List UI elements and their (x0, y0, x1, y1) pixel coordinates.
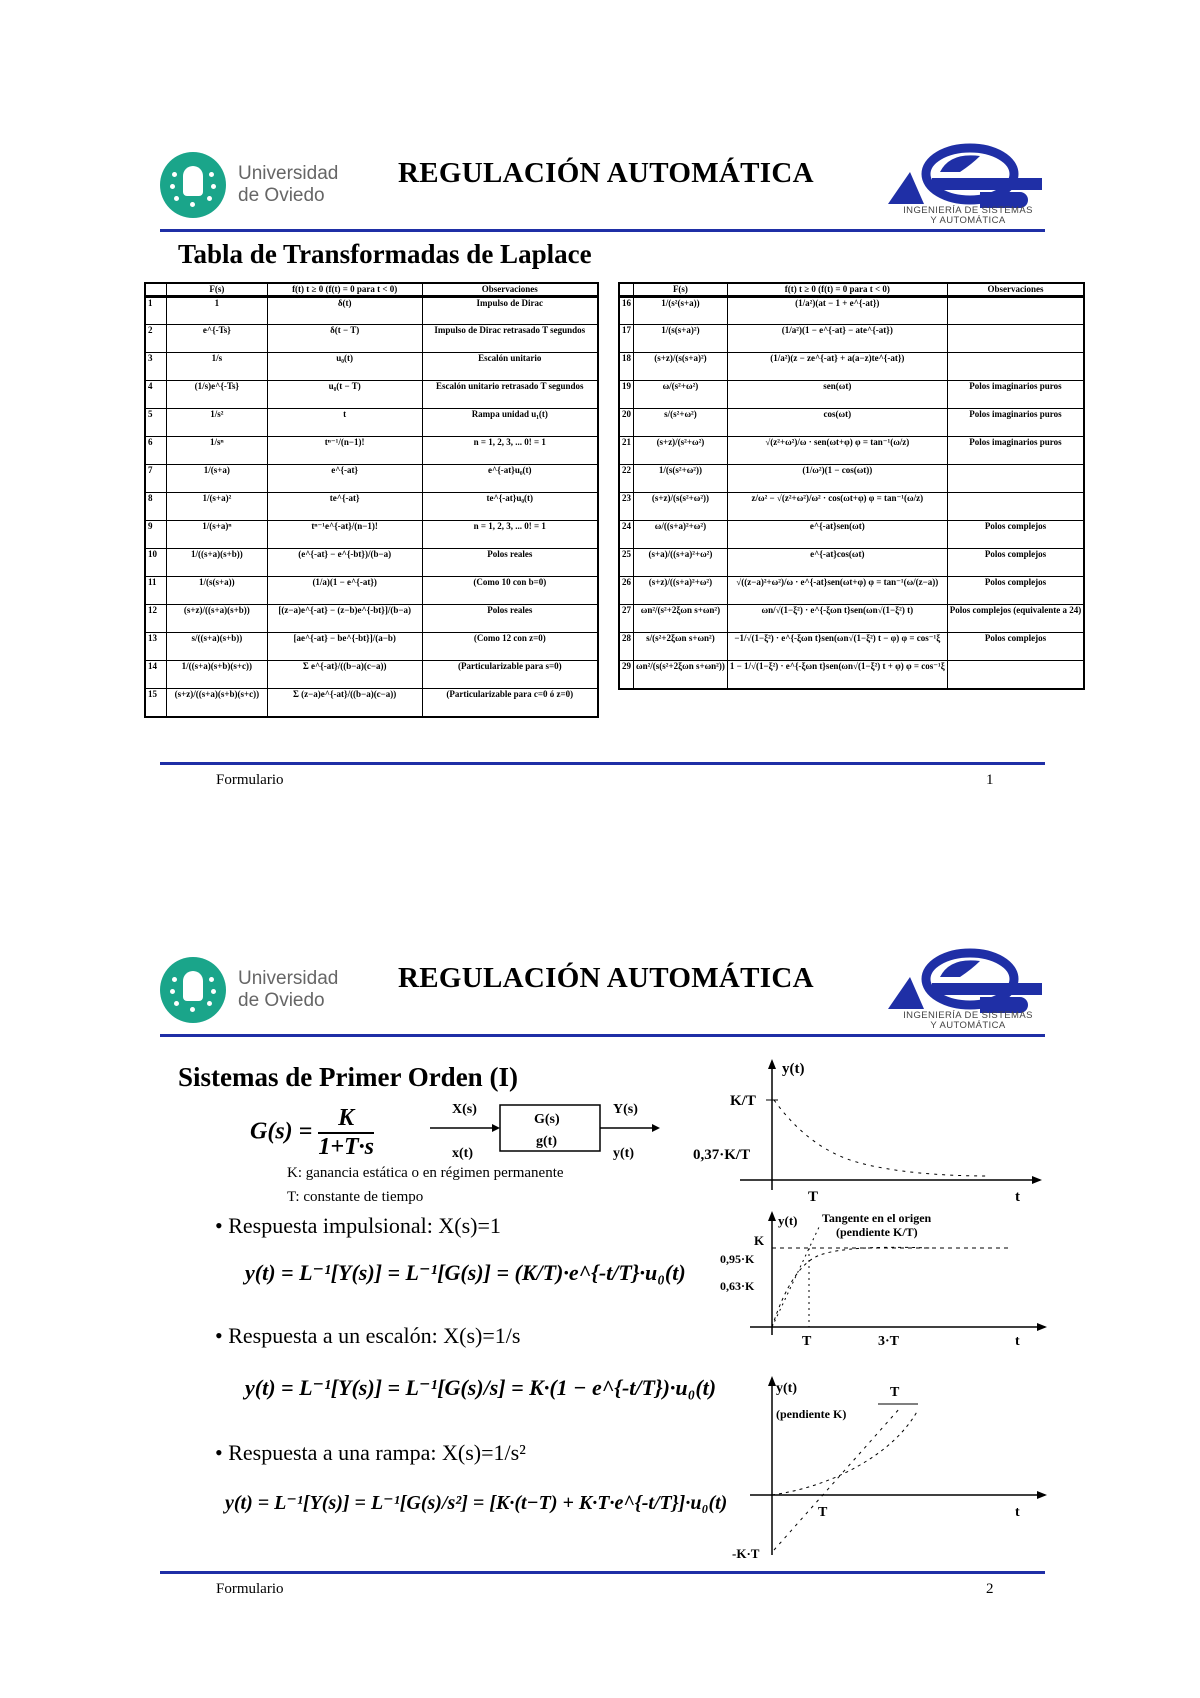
table-row (619, 521, 1084, 549)
row-number: 5 (145, 409, 167, 437)
time-function-cell: t (267, 409, 422, 437)
graph3-neg-kt: -K·T (732, 1546, 760, 1560)
row-number: 10 (145, 549, 167, 577)
time-function-cell: Σ e^{-at}/((b−a)(c−a)) (267, 661, 422, 689)
time-function-cell: te^{-at} (267, 493, 422, 521)
table-row (619, 465, 1084, 493)
transform-cell: ωn²/(s(s²+2ξωn s+ωn²)) (634, 661, 728, 689)
impulse-response-formula: y(t) = L⁻¹[Y(s)] = L⁻¹[G(s)] = (K/T)·e^{-t/T}·u₀(t) (245, 1260, 686, 1285)
table-row (145, 437, 598, 465)
row-number: 27 (619, 605, 634, 633)
row-number: 16 (619, 297, 634, 325)
graph3-t-axis: t (1015, 1505, 1020, 1520)
time-function-cell: (e^{-at} − e^{-bt})/(b−a) (267, 549, 422, 577)
observation-cell: Polos imaginarios puros (947, 409, 1084, 437)
table-header-cell: Observaciones (422, 283, 598, 297)
graph2-tangent-1: Tangente en el origen (822, 1211, 932, 1225)
transform-cell: 1/sⁿ (167, 437, 268, 465)
transform-cell: ω/((s+a)²+ω²) (634, 521, 728, 549)
transform-cell: 1/(s(s+a)²) (634, 325, 728, 353)
transform-cell: (s+z)/((s+a)²+ω²) (634, 577, 728, 605)
isa-subtitle-line1: INGENIERÍA DE SISTEMAS (903, 205, 1033, 216)
transform-cell: (s+a)/((s+a)²+ω²) (634, 549, 728, 577)
row-number: 21 (619, 437, 634, 465)
row-number: 18 (619, 353, 634, 381)
table-row (145, 521, 598, 549)
transform-cell: ω/(s²+ω²) (634, 381, 728, 409)
footer-label: Formulario (216, 772, 284, 788)
observation-cell (947, 297, 1084, 325)
transform-cell: s/((s+a)(s+b)) (167, 633, 268, 661)
transform-cell: (s+z)/((s+a)(s+b)(s+c)) (167, 689, 268, 717)
table-row (145, 661, 598, 689)
university-name-line2: de Oviedo (238, 185, 325, 206)
observation-cell: (Como 12 con z=0) (422, 633, 598, 661)
observation-cell: Polos complejos (947, 521, 1084, 549)
time-function-cell: cos(ωt) (727, 409, 947, 437)
gain-note: K: ganancia estática o en régimen permanente (287, 1165, 564, 1181)
table-header-cell (145, 283, 167, 297)
transform-cell: s/(s²+2ξωn s+ωn²) (634, 633, 728, 661)
footer-label: Formulario (216, 1581, 284, 1597)
time-function-cell: e^{-at} (267, 465, 422, 493)
table-header-cell (619, 283, 634, 297)
university-seal-icon (160, 957, 226, 1023)
table-row (619, 661, 1084, 689)
table-header-cell: F(s) (167, 283, 268, 297)
observation-cell: (Particularizable para s=0) (422, 661, 598, 689)
block-input-top: X(s) (452, 1102, 477, 1117)
table-row (145, 689, 598, 717)
header-divider (160, 1034, 1045, 1037)
university-name-line2: de Oviedo (238, 990, 325, 1011)
transform-cell: 1/(s+a)ⁿ (167, 521, 268, 549)
table-header-cell: f(t) t ≥ 0 (f(t) = 0 para t < 0) (727, 283, 947, 297)
step-response-graph (710, 1205, 1050, 1365)
observation-cell: Polos imaginarios puros (947, 381, 1084, 409)
table-row (619, 381, 1084, 409)
course-title: REGULACIÓN AUTOMÁTICA (398, 962, 814, 994)
row-number: 17 (619, 325, 634, 353)
time-function-cell: Σ (z−a)e^{-at}/((b−a)(c−a)) (267, 689, 422, 717)
time-function-cell: e^{-at}sen(ωt) (727, 521, 947, 549)
time-function-cell: (1/a²)(at − 1 + e^{-at}) (727, 297, 947, 325)
time-function-cell: (1/a²)(z − ze^{-at} + a(a−z)te^{-at}) (727, 353, 947, 381)
row-number: 3 (145, 353, 167, 381)
table-header-cell: F(s) (634, 283, 728, 297)
table-row (619, 605, 1084, 633)
observation-cell: (Como 10 con b=0) (422, 577, 598, 605)
observation-cell: e^{-at}u₀(t) (422, 465, 598, 493)
transform-cell: 1/(s(s+a)) (167, 577, 268, 605)
graph3-t-tick: T (818, 1505, 828, 1520)
page-subtitle: Tabla de Transformadas de Laplace (178, 239, 592, 269)
graph3-y-label: y(t) (776, 1381, 797, 1396)
transform-cell: 1/(s+a) (167, 465, 268, 493)
isa-subtitle-line2: Y AUTOMÁTICA (930, 215, 1006, 226)
observation-cell (947, 353, 1084, 381)
step-response-bullet: • Respuesta a un escalón: X(s)=1/s (215, 1323, 521, 1348)
university-name-line1: Universidad (238, 968, 339, 989)
row-number: 23 (619, 493, 634, 521)
table-row (145, 465, 598, 493)
course-title: REGULACIÓN AUTOMÁTICA (398, 157, 814, 189)
transform-cell: (s+z)/(s(s²+ω²)) (634, 493, 728, 521)
time-function-cell: (1/a²)(1 − e^{-at} − ate^{-at}) (727, 325, 947, 353)
table-row (145, 353, 598, 381)
observation-cell: (Particularizable para c=0 ó z=0) (422, 689, 598, 717)
transform-cell: ωn²/(s²+2ξωn s+ωn²) (634, 605, 728, 633)
table-row (619, 325, 1084, 353)
time-function-cell: 1 − 1/√(1−ξ²) · e^{-ξωn t}sen(ωn√(1−ξ²) t + φ) φ = cos⁻¹ξ (727, 661, 947, 689)
observation-cell: te^{-at}u₀(t) (422, 493, 598, 521)
row-number: 4 (145, 381, 167, 409)
table-row (145, 325, 598, 353)
time-function-cell: tⁿ⁻¹/(n−1)! (267, 437, 422, 465)
laplace-table-left (144, 282, 599, 718)
time-function-cell: tⁿ⁻¹e^{-at}/(n−1)! (267, 521, 422, 549)
time-function-cell: √(z²+ω²)/ω · sen(ωt+φ) φ = tan⁻¹(ω/z) (727, 437, 947, 465)
table-row (619, 577, 1084, 605)
observation-cell: Rampa unidad u₁(t) (422, 409, 598, 437)
graph1-k-over-t: K/T (730, 1093, 756, 1109)
university-seal-icon (160, 152, 226, 218)
isa-subtitle-line1: INGENIERÍA DE SISTEMAS (903, 1010, 1033, 1021)
observation-cell (947, 465, 1084, 493)
time-function-cell: e^{-at}cos(ωt) (727, 549, 947, 577)
row-number: 6 (145, 437, 167, 465)
step-response-formula: y(t) = L⁻¹[Y(s)] = L⁻¹[G(s)/s] = K·(1 − e^{-t/T})·u₀(t) (245, 1375, 717, 1400)
row-number: 1 (145, 297, 167, 325)
transform-cell: (s+z)/((s+a)(s+b)) (167, 605, 268, 633)
impulse-response-bullet: • Respuesta impulsional: X(s)=1 (215, 1213, 501, 1238)
transfer-numerator: K (318, 1105, 374, 1134)
time-function-cell: (1/a)(1 − e^{-at}) (267, 577, 422, 605)
graph2-y-label: y(t) (778, 1213, 798, 1228)
observation-cell: Escalón unitario retrasado T segundos (422, 381, 598, 409)
isa-subtitle (888, 206, 1048, 226)
time-function-cell: z/ω² − √(z²+ω²)/ω² · cos(ωt+φ) φ = tan⁻¹(ω/z) (727, 493, 947, 521)
transform-cell: 1 (167, 297, 268, 325)
table-header-cell: Observaciones (947, 283, 1084, 297)
observation-cell: Polos complejos (equivalente a 24) (947, 605, 1084, 633)
observation-cell: Impulso de Dirac (422, 297, 598, 325)
table-row (145, 381, 598, 409)
footer-divider (160, 1571, 1045, 1574)
transfer-denominator: 1+T·s (318, 1134, 375, 1160)
row-number: 15 (145, 689, 167, 717)
graph2-095: 0,95·K (720, 1252, 755, 1266)
row-number: 2 (145, 325, 167, 353)
table-row (619, 353, 1084, 381)
transform-cell: (1/s)e^{-Ts} (167, 381, 268, 409)
time-function-cell: (1/ω²)(1 − cos(ωt)) (727, 465, 947, 493)
observation-cell: Impulso de Dirac retrasado T segundos (422, 325, 598, 353)
row-number: 11 (145, 577, 167, 605)
row-number: 7 (145, 465, 167, 493)
row-number: 20 (619, 409, 634, 437)
time-constant-note: T: constante de tiempo (287, 1189, 424, 1205)
table-header-cell: f(t) t ≥ 0 (f(t) = 0 para t < 0) (267, 283, 422, 297)
time-function-cell: u₀(t − T) (267, 381, 422, 409)
university-logo (160, 152, 338, 218)
observation-cell: Polos complejos (947, 577, 1084, 605)
transform-cell: 1/((s+a)(s+b)(s+c)) (167, 661, 268, 689)
transform-cell: 1/((s+a)(s+b)) (167, 549, 268, 577)
page-number: 2 (986, 1581, 994, 1597)
graph1-t-tick: T (808, 1189, 819, 1205)
observation-cell (947, 493, 1084, 521)
table-row (619, 437, 1084, 465)
row-number: 22 (619, 465, 634, 493)
ramp-response-formula: y(t) = L⁻¹[Y(s)] = L⁻¹[G(s)/s²] = [K·(t−T) + K·T·e^{-t/T}]·u₀(t) (225, 1492, 728, 1514)
time-function-cell: δ(t) (267, 297, 422, 325)
table-row (145, 605, 598, 633)
time-function-cell: sen(ωt) (727, 381, 947, 409)
observation-cell (947, 325, 1084, 353)
block-box-bottom: g(t) (536, 1134, 557, 1149)
graph3-t-top: T (890, 1385, 900, 1400)
graph1-037: 0,37·K/T (693, 1147, 751, 1163)
observation-cell: Escalón unitario (422, 353, 598, 381)
row-number: 13 (145, 633, 167, 661)
row-number: 25 (619, 549, 634, 577)
transfer-lhs: G(s) = (250, 1118, 313, 1145)
graph2-tangent-2: (pendiente K/T) (836, 1225, 918, 1239)
graph3-slope: (pendiente K) (776, 1407, 847, 1421)
table-row (619, 633, 1084, 661)
observation-cell: Polos complejos (947, 549, 1084, 577)
observation-cell: Polos complejos (947, 633, 1084, 661)
ramp-response-bullet: • Respuesta a una rampa: X(s)=1/s² (215, 1440, 526, 1465)
transform-cell: (s+z)/(s(s+a)²) (634, 353, 728, 381)
isa-subtitle-line2: Y AUTOMÁTICA (930, 1020, 1006, 1031)
graph2-k: K (754, 1233, 765, 1248)
table-row (145, 297, 598, 325)
time-function-cell: δ(t − T) (267, 325, 422, 353)
page-subtitle: Sistemas de Primer Orden (I) (178, 1062, 518, 1092)
footer-divider (160, 762, 1045, 765)
impulse-response-graph (690, 1055, 1050, 1205)
block-output-top: Y(s) (613, 1102, 638, 1117)
observation-cell: Polos imaginarios puros (947, 437, 1084, 465)
observation-cell: n = 1, 2, 3, ... 0! = 1 (422, 437, 598, 465)
transform-cell: 1/s² (167, 409, 268, 437)
row-number: 19 (619, 381, 634, 409)
row-number: 9 (145, 521, 167, 549)
time-function-cell: ωn/√(1−ξ²) · e^{-ξωn t}sen(ωn√(1−ξ²) t) (727, 605, 947, 633)
graph2-063: 0,63·K (720, 1279, 755, 1293)
isa-subtitle (888, 1011, 1048, 1031)
table-row (145, 493, 598, 521)
block-box-top: G(s) (534, 1112, 560, 1127)
row-number: 28 (619, 633, 634, 661)
ramp-response-graph (700, 1370, 1050, 1560)
graph2-3t-tick: 3·T (878, 1334, 900, 1349)
row-number: 29 (619, 661, 634, 689)
time-function-cell: −1/√(1−ξ²) · e^{-ξωn t}sen(ωn√(1−ξ²) t − φ) φ = cos⁻¹ξ (727, 633, 947, 661)
block-output-bottom: y(t) (613, 1146, 634, 1161)
transform-cell: 1/(s(s²+ω²)) (634, 465, 728, 493)
time-function-cell: √((z−a)²+ω²)/ω · e^{-at}sen(ωt+φ) φ = tan⁻¹(ω/(z−a)) (727, 577, 947, 605)
observation-cell (947, 661, 1084, 689)
page-number: 1 (986, 772, 994, 788)
table-row (145, 549, 598, 577)
row-number: 12 (145, 605, 167, 633)
university-name-line1: Universidad (238, 163, 339, 184)
observation-cell: n = 1, 2, 3, ... 0! = 1 (422, 521, 598, 549)
time-function-cell: [(z−a)e^{-at} − (z−b)e^{-bt}]/(b−a) (267, 605, 422, 633)
observation-cell: Polos reales (422, 549, 598, 577)
table-row (619, 493, 1084, 521)
transform-cell: e^{-Ts} (167, 325, 268, 353)
laplace-table-right (618, 282, 1085, 690)
row-number: 8 (145, 493, 167, 521)
transform-cell: 1/(s²(s+a)) (634, 297, 728, 325)
block-diagram (430, 1095, 660, 1165)
time-function-cell: [ae^{-at} − be^{-bt}]/(a−b) (267, 633, 422, 661)
observation-cell: Polos reales (422, 605, 598, 633)
graph2-t-tick: T (802, 1334, 812, 1349)
transform-cell: s/(s²+ω²) (634, 409, 728, 437)
table-row (619, 409, 1084, 437)
transform-cell: (s+z)/(s²+ω²) (634, 437, 728, 465)
table-row (619, 297, 1084, 325)
transform-cell: 1/s (167, 353, 268, 381)
row-number: 14 (145, 661, 167, 689)
table-row (145, 409, 598, 437)
table-row (619, 549, 1084, 577)
row-number: 24 (619, 521, 634, 549)
transfer-function (250, 1105, 374, 1161)
transform-cell: 1/(s+a)² (167, 493, 268, 521)
row-number: 26 (619, 577, 634, 605)
table-row (145, 577, 598, 605)
table-row (145, 633, 598, 661)
header-divider (160, 229, 1045, 232)
block-input-bottom: x(t) (452, 1146, 473, 1161)
time-function-cell: u₀(t) (267, 353, 422, 381)
university-logo (160, 957, 338, 1023)
graph2-t-axis: t (1015, 1334, 1020, 1349)
graph1-y-label: y(t) (782, 1061, 805, 1077)
graph1-t-axis: t (1015, 1189, 1020, 1205)
